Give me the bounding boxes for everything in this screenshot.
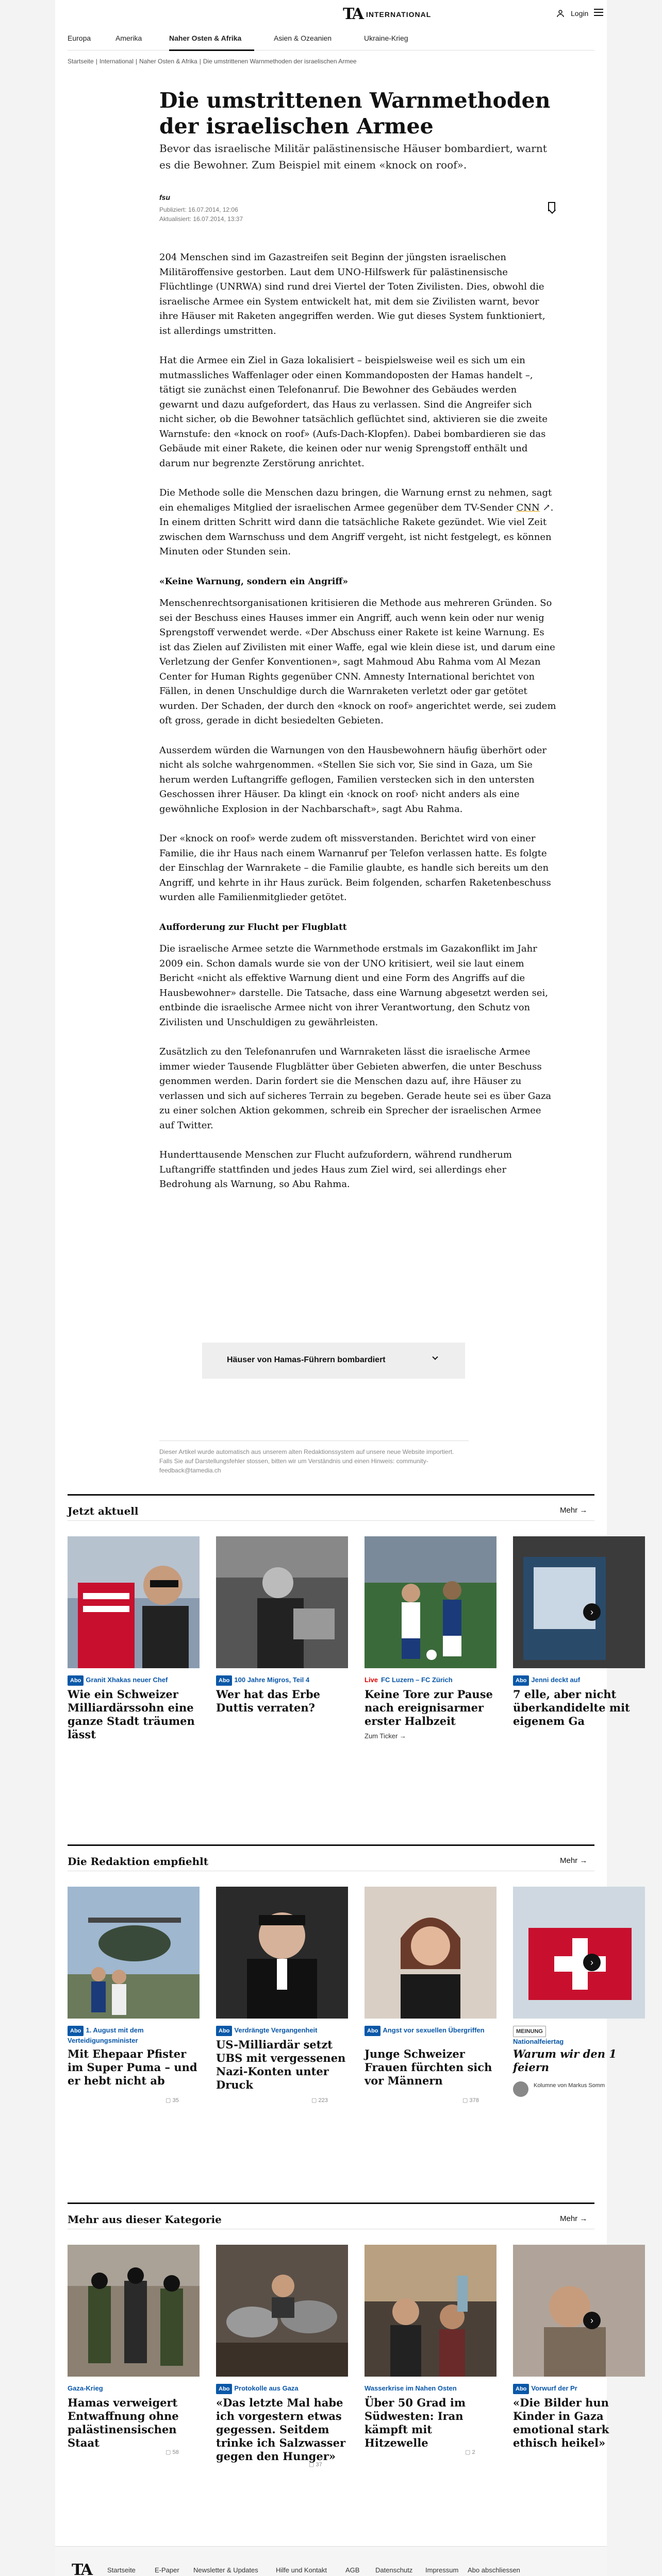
active-indicator xyxy=(169,49,254,51)
teaser-image xyxy=(68,1536,200,1668)
arrow-right-icon: → xyxy=(580,2214,588,2223)
abo-badge: Abo xyxy=(216,1675,232,1686)
comment-icon: ▢ xyxy=(465,2449,472,2455)
opinion-badge: MEINUNG xyxy=(513,2026,546,2037)
kicker-text: FC Luzern – FC Zürich xyxy=(381,1676,453,1684)
footer-link[interactable]: Newsletter & Updates xyxy=(193,2566,258,2574)
footer-link[interactable]: AGB xyxy=(345,2566,360,2574)
breadcrumb xyxy=(68,58,359,65)
arrow-right-icon: → xyxy=(580,1506,588,1515)
kicker-text: Protokolle aus Gaza xyxy=(234,2384,299,2392)
teaser-kicker xyxy=(365,2026,496,2036)
live-badge: Live xyxy=(365,1676,378,1684)
login-link[interactable]: Login xyxy=(571,9,589,18)
comment-count-value: 37 xyxy=(316,2462,322,2468)
comment-count[interactable] xyxy=(465,2449,475,2455)
paragraph: Hat die Armee ein Ziel in Gaza lokalisiert – beispielsweise weil es sich um ein mutmassliches Waffenlager oder einen Kommandoposten der Hamas handelt –, tätigt sie zunächst einen Telefonanruf. Die Bewohner des Gebäudes werden gewarnt und dazu aufgefordert, das Haus zu verlassen. Sind die Angreifer sich nicht sicher, ob die Bewohner tatsächlich geflüchtet sind, aktivieren sie die zweite Warnstufe: den «knock on roof» (Aufs-Dach-Klopfen). Dabei bombardieren sie das Gebäude mit einer Rakete, die keinen oder nur wenig Sprengstoff enthält und darum nur begrenzte Zerstörung anrichtet. xyxy=(159,355,548,469)
paragraph xyxy=(159,486,556,560)
related-accordion[interactable] xyxy=(202,1343,465,1379)
paragraph-text: . In einem dritten Schritt wird dann die tatsächliche Rakete gezündet. Wie viel Zeit zwischen dem Warnschuss und dem Angriff vergeht, ist nicht festgelegt, es können Minuten oder Stunden sein. xyxy=(159,502,554,557)
author[interactable]: fsu xyxy=(159,193,170,201)
footer-link[interactable]: Impressum xyxy=(425,2566,459,2574)
teaser-headline: Über 50 Grad im Südwesten: Iran kämpft mit Hitzewelle xyxy=(365,2396,466,2449)
comment-count[interactable] xyxy=(166,2097,179,2104)
carousel-next-button[interactable]: › xyxy=(583,1954,601,1971)
section-jetzt-aktuell xyxy=(68,1494,630,1783)
comment-icon: ▢ xyxy=(311,2097,319,2104)
teaser-image xyxy=(68,1887,200,2019)
kicker-text: Verdrängte Vergangenheit xyxy=(234,2026,318,2034)
teaser-headline: Keine Tore zur Pause nach ereignisarmer erster Halbzeit xyxy=(365,1688,493,1727)
teaser-headline: Hamas verweigert Entwaffnung ohne palästinensischen Staat xyxy=(68,2396,179,2449)
teaser-kicker xyxy=(68,1675,200,1686)
abo-badge: Abo xyxy=(68,2026,84,2036)
ticker-link[interactable] xyxy=(365,1732,406,1740)
kicker-text: Granit Xhakas neuer Chef xyxy=(86,1676,168,1684)
teaser-headline: «Das letzte Mal habe ich vorgestern etwas gegessen. Seitdem trinke ich Salzwasser gegen den Hunger» xyxy=(216,2396,346,2463)
paragraph: Hunderttausende Menschen zur Flucht aufzufordern, während rundherum Luftangriffe stattfinden und jedes Haus zum Ziel wird, sei allerdings eher Bedrohung als Warnung, so Abu Rahma. xyxy=(159,1149,512,1190)
breadcrumb-international[interactable]: International xyxy=(99,58,134,65)
teaser-image xyxy=(216,2245,348,2377)
teaser-image xyxy=(365,2245,496,2377)
comment-count-value: 378 xyxy=(469,2097,479,2104)
section-redaktion-empfiehlt xyxy=(68,1844,617,2133)
more-link[interactable] xyxy=(560,2214,587,2223)
abo-badge: Abo xyxy=(68,1675,84,1686)
nav-ukraine[interactable]: Ukraine-Krieg xyxy=(364,34,408,42)
paragraph: Menschenrechtsorganisationen kritisieren die Methode aus mehreren Gründen. So sei der Beschuss eines Hauses immer ein Angriff, auch wenn kein oder nur wenig Sprengstoff verwendet werde. «Der Abschuss einer Rakete ist keine Warnung. Es ist das Zielen auf Zivilisten mit einer Waffe, egal wie klein diese ist, und darum eine Verletzung der Genfer Konventionen», sagt Mahmoud Abu Rahma vom Al Mezan Center for Human Rights gegenüber CNN. Amnesty International berichtet von Fällen, in denen Unschuldige durch die Warnraketen verletzt oder gar getötet wurden. Der Schaden, der durch den «knock on roof» angerichtet werde, sei zudem oft gross, gerade in dicht besiedelten Gebieten. xyxy=(159,598,556,726)
comment-icon: ▢ xyxy=(166,2449,173,2455)
paragraph-text: Die Methode solle die Menschen dazu bringen, die Warnung ernst zu nehmen, sagt ein ehemaliges Mitglied der israelischen Armee gegenüber dem TV-Sender xyxy=(159,487,552,513)
kicker-text: 1. August mit dem Verteidigungsminister xyxy=(68,2026,144,2044)
more-link[interactable] xyxy=(560,1856,587,1865)
section-label: INTERNATIONAL xyxy=(366,10,432,19)
article-body xyxy=(159,250,556,1207)
top-bar xyxy=(55,0,607,27)
comment-count-value: 58 xyxy=(172,2449,179,2455)
paragraph: Zusätzlich zu den Telefonanrufen und Warnraketen lässt die israelische Armee immer wieder Tausende Flugblätter über Gebieten abwerfen, die unter Beschuss genommen werden. Darin fordert sie die Menschen dazu auf, ihre Häuser zu verlassen und sich auf sicheres Terrain zu begeben. Gerade heute sei es über Gaza zu einer solchen Aktion gekommen, schreib ein Sprecher der israelischen Armee auf Twitter. xyxy=(159,1046,552,1131)
article-lead: Bevor das israelische Militär palästinensische Häuser bombardiert, warnt es die Bewohner. Zum Beispiel mit einem «knock on roof». xyxy=(159,142,547,171)
teaser-kicker xyxy=(216,1675,348,1686)
more-label: Mehr xyxy=(560,1856,578,1865)
kicker-text: Angst vor sexuellen Übergriffen xyxy=(383,2026,485,2034)
footer-link[interactable]: Datenschutz xyxy=(375,2566,413,2574)
teaser-headline: Mit Ehepaar Pfister im Super Puma – und er hebt nicht ab xyxy=(68,2047,197,2087)
page xyxy=(55,0,630,2576)
teaser-headline: 7 elle, aber nicht überkandidelte mit eigenem Ga xyxy=(513,1688,630,1727)
teaser-image xyxy=(216,1536,348,1668)
abo-badge: Abo xyxy=(216,2384,232,2394)
subheading: «Keine Warnung, sondern ein Angriff» xyxy=(159,576,348,587)
teaser-card[interactable] xyxy=(513,1536,630,1742)
section-title: Mehr aus dieser Kategorie xyxy=(68,2213,222,2226)
ticker-label: Zum Ticker xyxy=(365,1732,398,1740)
paragraph: Ausserdem würden die Warnungen von den Hausbewohnern häufig überhört oder nicht als solche wahrgenommen. «Stellen Sie sich vor, Sie sind in Gaza, um Sie herum werden Luftangriffe geflogen, Familien verstecken sich in den untersten Geschossen ihrer Häuser. Da klingt ein ‹knock on roof› nicht anders als eine gewöhnliche Explosion in der Nachbarschaft», sagt Abu Rahma. xyxy=(159,744,547,815)
published-date: Publiziert: 16.07.2014, 12:06 xyxy=(159,206,238,213)
kicker-text: Wasserkrise im Nahen Osten xyxy=(365,2384,457,2392)
breadcrumb-sep: | xyxy=(135,58,137,65)
comment-count-value: 2 xyxy=(472,2449,475,2455)
arrow-right-icon: → xyxy=(399,1732,406,1740)
section-title: Jetzt aktuell xyxy=(68,1505,139,1517)
teaser-image xyxy=(513,2245,645,2377)
teaser-kicker xyxy=(513,2026,645,2046)
teaser-card[interactable] xyxy=(513,1887,617,2124)
chevron-down-icon xyxy=(432,1354,438,1360)
kicker-text: Gaza-Krieg xyxy=(68,2384,103,2392)
teaser-headline: US-Milliardär setzt UBS mit vergessenen Nazi-Konten unter Druck xyxy=(216,2038,346,2091)
more-label: Mehr xyxy=(560,1506,578,1515)
paragraph: Der «knock on roof» werde zudem oft missverstanden. Berichtet wird von einer Familie, die ihr Haus nach einem Warnanruf per Telefon verlassen hatte. Es folgte der Einschlag der Warnrakete – die Familie glaubte, es handle sich bereits um den Angriff, und kehrte in ihr Haus zurück. Beim folgenden, scharfen Raketenbeschuss wurden alle Familienmitglieder getötet. xyxy=(159,833,551,903)
nav-asien[interactable]: Asien & Ozeanien xyxy=(274,34,332,42)
kicker-text: Jenni deckt auf xyxy=(531,1676,581,1684)
comment-count[interactable] xyxy=(311,2097,328,2104)
teaser-card[interactable] xyxy=(513,2245,607,2482)
nav-amerika[interactable]: Amerika xyxy=(115,34,142,42)
teaser-headline: Wie ein Schweizer Milliardärssohn eine ganze Stadt träumen lässt xyxy=(68,1688,195,1741)
breadcrumb-home[interactable]: Startseite xyxy=(68,58,94,65)
teaser-kicker xyxy=(216,2026,348,2036)
comment-count[interactable] xyxy=(166,2449,179,2455)
section-header xyxy=(68,2202,594,2229)
comment-icon: ▢ xyxy=(309,2462,316,2468)
paragraph: 204 Menschen sind im Gazastreifen seit Beginn der jüngsten israelischen Militäroffensive gestorben. Laut dem UNO-Hilfswerk für palästinensische Flüchtlinge (UNRWA) sind rund drei Viertel der Toten Zivilisten. Dies, obwohl die israelische Armee ein System entwickelt hat, mit dem sie Zivilisten warnt, bevor ihre Häuser mit Raketen angegriffen werden. Wie gut dieses System funktioniert, ist allerdings umstritten. xyxy=(159,252,545,336)
updated-date: Aktualisiert: 16.07.2014, 13:37 xyxy=(159,215,243,223)
footer-link[interactable]: E-Paper xyxy=(155,2566,179,2574)
menu-icon[interactable] xyxy=(594,9,603,16)
site-logo[interactable]: TA xyxy=(343,5,362,23)
carousel-next-button[interactable]: › xyxy=(583,2312,601,2329)
abo-badge: Abo xyxy=(513,1675,529,1686)
article-title: Die umstrittenen Warnmethoden der israelischen Armee xyxy=(159,88,551,139)
kicker-text: Vorwurf der Pr xyxy=(531,2384,577,2392)
comment-icon: ▢ xyxy=(166,2097,173,2104)
abo-badge: Abo xyxy=(365,2026,380,2036)
nav-naher-osten[interactable]: Naher Osten & Afrika xyxy=(169,34,242,42)
teaser-image xyxy=(365,1887,496,2019)
breadcrumb-sep: | xyxy=(199,58,201,65)
category-nav xyxy=(68,27,594,50)
comment-count-value: 223 xyxy=(318,2097,328,2104)
teaser-headline: Warum wir den 1 feiern xyxy=(513,2047,617,2074)
breadcrumb-current: Die umstrittenen Warnmethoden der israelischen Armee xyxy=(203,58,357,65)
nav-europa[interactable]: Europa xyxy=(68,34,91,42)
teaser-kicker xyxy=(68,2384,200,2393)
teaser-kicker xyxy=(513,1675,645,1686)
comment-count[interactable] xyxy=(462,2097,479,2104)
arrow-right-icon: → xyxy=(580,1856,588,1865)
import-disclaimer: Dieser Artikel wurde automatisch aus unserem alten Redaktionssystem auf unsere neue Website importiert. Falls Sie auf Darstellungsfehler stossen, bitten wir um Verständnis und einen Hinweis: community-feedback@tamedia.ch xyxy=(159,1440,469,1475)
accordion-label: Häuser von Hamas-Führern bombardiert xyxy=(227,1355,386,1364)
footer-links-bar xyxy=(55,2546,607,2576)
cnn-link[interactable]: CNN xyxy=(516,502,540,513)
section-header xyxy=(68,1844,594,1871)
kicker-text: 100 Jahre Migros, Teil 4 xyxy=(234,1676,310,1684)
teaser-kicker xyxy=(68,2026,200,2045)
footer-link[interactable]: Startseite xyxy=(107,2566,136,2574)
teaser-kicker xyxy=(365,2384,496,2393)
teaser-image xyxy=(68,2245,200,2377)
paragraph: Die israelische Armee setzte die Warnmethode erstmals im Gazakonflikt im Jahr 2009 ein. Schon damals wurde sie von der UNO kritisiert, weil sie laut einem Bericht «nicht als effektive Warnung dient und eine Form des Angriffs auf die Hausbewohner» darstelle. Die Tatsache, dass eine Warnung abgesetzt werden sei, entbinde die israelische Armee nicht von ihrer Verantwortung, den Schutz von Zivilisten und Unschuldigen zu gewährleisten. xyxy=(159,943,548,1028)
more-label: Mehr xyxy=(560,2214,578,2223)
carousel-next-button[interactable]: › xyxy=(583,1603,601,1621)
teaser-headline: «Die Bilder hun Kinder in Gaza emotional stark ethisch heikel» xyxy=(513,2396,609,2449)
breadcrumb-sep: | xyxy=(95,58,97,65)
comment-count-value: 35 xyxy=(172,2097,179,2104)
teaser-kicker xyxy=(513,2384,645,2394)
abo-badge: Abo xyxy=(513,2384,529,2394)
comment-icon: ▢ xyxy=(462,2097,470,2104)
teaser-headline: Wer hat das Erbe Duttis verraten? xyxy=(216,1688,321,1714)
user-icon[interactable] xyxy=(556,9,565,18)
teaser-image xyxy=(365,1536,496,1668)
comment-count[interactable] xyxy=(309,2461,322,2468)
teaser-headline: Junge Schweizer Frauen fürchten sich vor Männern xyxy=(365,2047,492,2087)
section-mehr-kategorie xyxy=(68,2202,607,2491)
avatar xyxy=(513,2081,528,2097)
section-title: Die Redaktion empfiehlt xyxy=(68,1855,208,1868)
footer-link[interactable]: Hilfe und Kontakt xyxy=(276,2566,327,2574)
teaser-kicker xyxy=(216,2384,348,2394)
teaser-kicker xyxy=(365,1675,496,1685)
external-link-icon: ↗ xyxy=(539,502,551,513)
breadcrumb-category[interactable]: Naher Osten & Afrika xyxy=(139,58,197,65)
more-link[interactable] xyxy=(560,1506,587,1515)
subheading: Aufforderung zur Flucht per Flugblatt xyxy=(159,922,347,933)
section-header xyxy=(68,1494,594,1521)
teaser-image xyxy=(513,1887,645,2019)
footer-logo[interactable]: TA xyxy=(72,2561,91,2576)
columnist: Kolumne von Markus Somm xyxy=(534,2082,605,2089)
teaser-image xyxy=(216,1887,348,2019)
abo-badge: Abo xyxy=(216,2026,232,2036)
bookmark-icon[interactable] xyxy=(548,202,555,211)
teaser-image xyxy=(513,1536,645,1668)
article-meta xyxy=(159,205,243,224)
footer-link[interactable]: Abo abschliessen xyxy=(468,2566,520,2574)
kicker-text: Nationalfeiertag xyxy=(513,2038,564,2045)
